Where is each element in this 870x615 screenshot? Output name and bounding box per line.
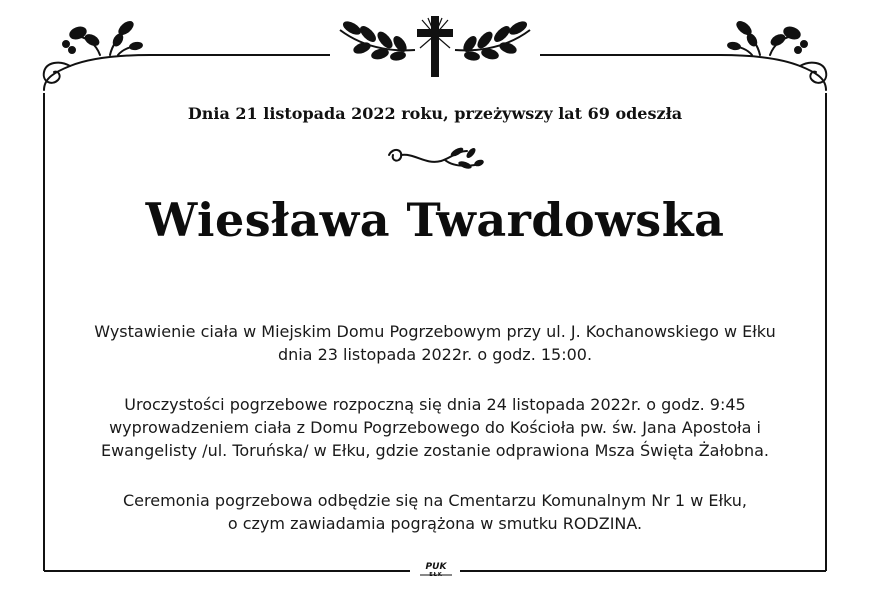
notice-paragraph	[40, 393, 830, 462]
deceased-name: Wiesława Twardowska	[145, 193, 725, 247]
corner-ornament-icon	[44, 20, 150, 90]
intro-line: Dnia 21 listopada 2022 roku, przeżywszy lat 69 odeszła	[187, 104, 683, 123]
paragraph-line: Ewangelisty /ul. Toruńska/ w Ełku, gdzie zostanie odprawiona Msza Święta Żałobna.	[100, 441, 769, 460]
paragraph-line: Wystawienie ciała w Miejskim Domu Pogrzebowym przy ul. J. Kochanowskiego w Ełku	[94, 322, 776, 341]
cross-icon	[417, 16, 453, 77]
paragraph-line: Ceremonia pogrzebowa odbędzie się na Cmentarzu Komunalnym Nr 1 w Ełku,	[122, 491, 748, 510]
flourish-icon	[385, 143, 485, 173]
paragraph-line: wyprowadzeniem ciała z Domu Pogrzebowego do Kościoła pw. św. Jana Apostoła i	[109, 418, 761, 437]
paragraph-line: Uroczystości pogrzebowe rozpoczną się dnia 24 listopada 2022r. o godz. 9:45	[124, 395, 746, 414]
puk-logo	[416, 563, 456, 578]
notice-paragraph	[40, 489, 830, 535]
corner-ornament-icon	[720, 20, 826, 90]
paragraph-line: dnia 23 listopada 2022r. o godz. 15:00.	[277, 345, 593, 364]
logo-sub: EŁK	[429, 572, 443, 578]
logo-main: PUK	[425, 562, 447, 572]
laurel-branch-icon	[455, 20, 530, 61]
laurel-branch-icon	[340, 20, 415, 61]
notice-paragraph	[40, 320, 830, 366]
paragraph-line: o czym zawiadamia pogrążona w smutku RODZINA.	[227, 514, 643, 533]
